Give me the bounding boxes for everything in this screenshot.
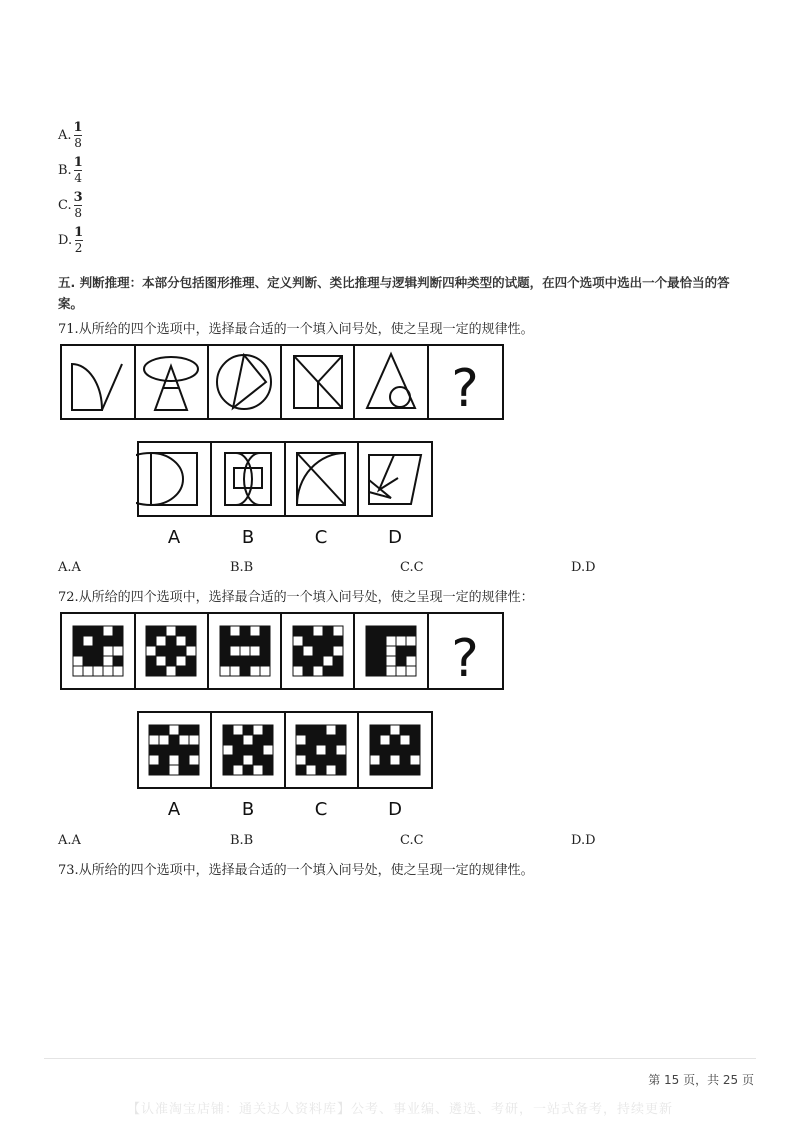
q72-grid-1	[73, 626, 123, 676]
grid-cell	[296, 745, 306, 755]
option-label-b: B	[241, 799, 255, 820]
grid-cell	[370, 745, 380, 755]
question-73-text: 73.从所给的四个选项中，选择最合适的一个填入问号处，使之呈现一定的规律性。	[58, 863, 534, 878]
grid-cell	[410, 725, 420, 735]
grid-cell	[166, 666, 176, 676]
grid-cell	[263, 755, 273, 765]
q71-answer-c[interactable]: C.C	[400, 560, 424, 575]
grid-cell	[306, 765, 316, 775]
grid-cell	[296, 765, 306, 775]
grid-cell	[166, 626, 176, 636]
q72-option-c-grid	[296, 725, 346, 775]
choice-d	[58, 223, 83, 257]
grid-cell	[390, 745, 400, 755]
grid-cell	[323, 636, 333, 646]
denominator: 8	[74, 135, 82, 150]
grid-cell	[159, 755, 169, 765]
grid-cell	[376, 626, 386, 636]
grid-cell	[410, 735, 420, 745]
grid-cell	[406, 636, 416, 646]
grid-cell	[386, 626, 396, 636]
option-label-d: D	[388, 799, 402, 820]
grid-cell	[410, 755, 420, 765]
grid-cell	[313, 636, 323, 646]
grid-cell	[260, 666, 270, 676]
grid-cell	[233, 735, 243, 745]
grid-cell	[230, 666, 240, 676]
grid-cell	[169, 765, 179, 775]
grid-cell	[376, 646, 386, 656]
grid-cell	[223, 745, 233, 755]
grid-cell	[179, 745, 189, 755]
q71-fig-1	[72, 364, 122, 410]
grid-cell	[189, 725, 199, 735]
grid-cell	[156, 646, 166, 656]
grid-cell	[296, 735, 306, 745]
q71-fig-2	[144, 357, 198, 410]
grid-cell	[179, 735, 189, 745]
q71-sequence-figure	[58, 342, 508, 422]
grid-cell	[73, 666, 83, 676]
grid-cell	[179, 725, 189, 735]
grid-cell	[179, 755, 189, 765]
grid-cell	[306, 745, 316, 755]
grid-cell	[376, 666, 386, 676]
grid-cell	[220, 656, 230, 666]
grid-cell	[386, 656, 396, 666]
grid-cell	[366, 636, 376, 646]
grid-cell	[366, 656, 376, 666]
grid-cell	[186, 666, 196, 676]
grid-cell	[243, 745, 253, 755]
grid-cell	[166, 636, 176, 646]
grid-cell	[390, 765, 400, 775]
option-label-a: A	[167, 799, 181, 820]
grid-cell	[316, 765, 326, 775]
fraction	[74, 156, 83, 185]
grid-cell	[156, 626, 166, 636]
grid-cell	[243, 755, 253, 765]
numerator: 1	[74, 224, 84, 240]
grid-cell	[296, 725, 306, 735]
q72-sequence-figure	[58, 610, 508, 692]
grid-cell	[250, 636, 260, 646]
grid-cell	[336, 755, 346, 765]
option-label-a: A	[167, 527, 181, 548]
grid-cell	[83, 626, 93, 636]
grid-cell	[253, 745, 263, 755]
grid-cell	[156, 666, 166, 676]
grid-cell	[233, 745, 243, 755]
q72-answer-c[interactable]: C.C	[400, 833, 424, 848]
grid-cell	[380, 745, 390, 755]
q71-option-labels	[136, 522, 434, 550]
grid-cell	[326, 755, 336, 765]
choice-letter: A.	[58, 127, 72, 143]
grid-cell	[390, 735, 400, 745]
grid-cell	[220, 666, 230, 676]
grid-cell	[159, 725, 169, 735]
grid-cell	[293, 626, 303, 636]
grid-cell	[303, 626, 313, 636]
grid-cell	[313, 626, 323, 636]
grid-cell	[186, 626, 196, 636]
grid-cell	[223, 735, 233, 745]
grid-cell	[263, 765, 273, 775]
grid-cell	[396, 626, 406, 636]
grid-cell	[169, 755, 179, 765]
grid-cell	[366, 626, 376, 636]
grid-cell	[400, 735, 410, 745]
grid-cell	[250, 646, 260, 656]
grid-cell	[386, 666, 396, 676]
grid-cell	[223, 765, 233, 775]
grid-cell	[370, 755, 380, 765]
choice-c	[58, 188, 83, 222]
grid-cell	[386, 636, 396, 646]
grid-cell	[406, 646, 416, 656]
footer-divider	[44, 1058, 756, 1059]
grid-cell	[233, 765, 243, 775]
grid-cell	[303, 636, 313, 646]
grid-cell	[396, 666, 406, 676]
grid-cell	[93, 666, 103, 676]
grid-cell	[73, 626, 83, 636]
question-71-text: 71.从所给的四个选项中，选择最合适的一个填入问号处，使之呈现一定的规律性。	[58, 322, 534, 337]
grid-cell	[233, 725, 243, 735]
grid-cell	[386, 646, 396, 656]
grid-cell	[113, 656, 123, 666]
grid-cell	[260, 656, 270, 666]
grid-cell	[306, 735, 316, 745]
grid-cell	[326, 725, 336, 735]
grid-cell	[313, 646, 323, 656]
q71-answer-d[interactable]: D.D	[571, 560, 596, 575]
grid-cell	[313, 656, 323, 666]
grid-cell	[326, 735, 336, 745]
grid-cell	[333, 636, 343, 646]
numerator: 1	[73, 154, 83, 170]
numerator: 1	[73, 119, 83, 135]
denominator: 8	[74, 205, 82, 220]
grid-cell	[250, 656, 260, 666]
grid-cell	[189, 755, 199, 765]
q71-answer-a[interactable]: A.A	[58, 560, 81, 575]
grid-cell	[149, 735, 159, 745]
q72-option-d-grid	[370, 725, 420, 775]
grid-cell	[253, 735, 263, 745]
fraction	[74, 191, 83, 220]
option-label-c: C	[314, 799, 328, 820]
grid-cell	[179, 765, 189, 775]
grid-cell	[336, 745, 346, 755]
grid-cell	[240, 646, 250, 656]
q71-option-d-figure	[369, 455, 421, 504]
grid-cell	[323, 666, 333, 676]
choice-b	[58, 153, 83, 187]
section-heading: 五. 判断推理：本部分包括图形推理、定义判断、类比推理与逻辑判断四种类型的试题，在四个选项中选出一个最恰当的答案。	[58, 275, 730, 311]
grid-cell	[303, 666, 313, 676]
grid-cell	[410, 765, 420, 775]
grid-cell	[406, 626, 416, 636]
q71-options-figure	[136, 440, 434, 520]
grid-cell	[186, 656, 196, 666]
grid-cell	[336, 735, 346, 745]
grid-cell	[253, 755, 263, 765]
q71-answer-b[interactable]: B.B	[230, 560, 254, 575]
grid-cell	[366, 646, 376, 656]
grid-cell	[250, 626, 260, 636]
grid-cell	[260, 626, 270, 636]
grid-cell	[370, 725, 380, 735]
grid-cell	[260, 646, 270, 656]
grid-cell	[316, 745, 326, 755]
q71-fig-4	[294, 356, 342, 408]
q72-answer-d[interactable]: D.D	[571, 833, 596, 848]
grid-cell	[333, 646, 343, 656]
question-mark: ?	[451, 359, 479, 419]
grid-cell	[103, 656, 113, 666]
grid-cell	[263, 735, 273, 745]
grid-cell	[149, 765, 159, 775]
grid-cell	[146, 646, 156, 656]
grid-cell	[243, 725, 253, 735]
grid-cell	[156, 656, 166, 666]
grid-cell	[336, 725, 346, 735]
q72-grid-5	[366, 626, 416, 676]
grid-cell	[83, 646, 93, 656]
grid-cell	[186, 636, 196, 646]
grid-cell	[240, 626, 250, 636]
question-72-text: 72.从所给的四个选项中，选择最合适的一个填入问号处，使之呈现一定的规律性：	[58, 590, 534, 605]
grid-cell	[293, 646, 303, 656]
grid-cell	[376, 636, 386, 646]
q71-fig-5	[367, 354, 415, 408]
grid-cell	[93, 626, 103, 636]
grid-cell	[166, 656, 176, 666]
grid-cell	[113, 636, 123, 646]
grid-cell	[240, 636, 250, 646]
q72-grid-2	[146, 626, 196, 676]
grid-cell	[149, 755, 159, 765]
grid-cell	[220, 636, 230, 646]
grid-cell	[366, 666, 376, 676]
grid-cell	[380, 735, 390, 745]
grid-cell	[113, 626, 123, 636]
grid-cell	[323, 626, 333, 636]
grid-cell	[400, 725, 410, 735]
grid-cell	[186, 646, 196, 656]
grid-cell	[159, 745, 169, 755]
grid-cell	[243, 735, 253, 745]
grid-cell	[230, 656, 240, 666]
grid-cell	[103, 646, 113, 656]
grid-cell	[380, 755, 390, 765]
grid-cell	[93, 636, 103, 646]
page-number: 第 15 页，共 25 页	[648, 1073, 754, 1087]
grid-cell	[113, 666, 123, 676]
grid-cell	[306, 725, 316, 735]
grid-cell	[176, 636, 186, 646]
grid-cell	[93, 646, 103, 656]
grid-cell	[240, 666, 250, 676]
grid-cell	[316, 755, 326, 765]
fraction	[74, 121, 83, 150]
q72-grid-4	[293, 626, 343, 676]
grid-cell	[83, 636, 93, 646]
grid-cell	[333, 626, 343, 636]
grid-cell	[253, 725, 263, 735]
question-mark: ?	[451, 629, 479, 689]
grid-cell	[243, 765, 253, 775]
grid-cell	[149, 745, 159, 755]
grid-cell	[176, 646, 186, 656]
grid-cell	[406, 666, 416, 676]
q72-option-b-grid	[223, 725, 273, 775]
grid-cell	[73, 646, 83, 656]
grid-cell	[333, 666, 343, 676]
grid-cell	[233, 755, 243, 765]
numerator: 3	[73, 189, 83, 205]
grid-cell	[156, 636, 166, 646]
grid-cell	[83, 656, 93, 666]
grid-cell	[303, 656, 313, 666]
grid-cell	[189, 765, 199, 775]
grid-cell	[230, 636, 240, 646]
grid-cell	[303, 646, 313, 656]
option-label-d: D	[388, 527, 402, 548]
grid-cell	[376, 656, 386, 666]
q72-answer-b[interactable]: B.B	[230, 833, 254, 848]
grid-cell	[306, 755, 316, 765]
grid-cell	[380, 765, 390, 775]
grid-cell	[263, 745, 273, 755]
fraction	[74, 226, 83, 255]
grid-cell	[323, 646, 333, 656]
grid-cell	[73, 636, 83, 646]
grid-cell	[390, 725, 400, 735]
q72-option-labels	[136, 794, 434, 822]
grid-cell	[166, 646, 176, 656]
grid-cell	[326, 745, 336, 755]
grid-cell	[223, 755, 233, 765]
grid-cell	[333, 656, 343, 666]
grid-cell	[400, 765, 410, 775]
grid-cell	[263, 725, 273, 735]
grid-cell	[169, 745, 179, 755]
grid-cell	[390, 755, 400, 765]
grid-cell	[326, 765, 336, 775]
grid-cell	[146, 666, 156, 676]
grid-cell	[146, 656, 156, 666]
grid-cell	[103, 636, 113, 646]
grid-cell	[313, 666, 323, 676]
grid-cell	[240, 656, 250, 666]
option-label-b: B	[241, 527, 255, 548]
grid-cell	[220, 646, 230, 656]
q72-option-a-grid	[149, 725, 199, 775]
grid-cell	[253, 765, 263, 775]
grid-cell	[336, 765, 346, 775]
grid-cell	[296, 755, 306, 765]
q72-grid-3	[220, 626, 270, 676]
grid-cell	[149, 725, 159, 735]
q71-option-b-figure	[225, 453, 271, 505]
grid-cell	[113, 646, 123, 656]
grid-cell	[293, 656, 303, 666]
grid-cell	[146, 636, 156, 646]
grid-cell	[146, 626, 156, 636]
denominator: 4	[74, 170, 83, 185]
grid-cell	[176, 666, 186, 676]
denominator: 2	[74, 240, 83, 255]
grid-cell	[189, 745, 199, 755]
grid-cell	[316, 725, 326, 735]
grid-cell	[250, 666, 260, 676]
grid-cell	[220, 626, 230, 636]
grid-cell	[293, 636, 303, 646]
grid-cell	[410, 745, 420, 755]
grid-cell	[169, 735, 179, 745]
q72-options-figure	[136, 710, 434, 792]
grid-cell	[396, 636, 406, 646]
grid-cell	[73, 656, 83, 666]
grid-cell	[159, 735, 169, 745]
grid-cell	[176, 656, 186, 666]
grid-cell	[370, 735, 380, 745]
grid-cell	[230, 626, 240, 636]
grid-cell	[176, 626, 186, 636]
grid-cell	[83, 666, 93, 676]
grid-cell	[293, 666, 303, 676]
grid-cell	[316, 735, 326, 745]
choice-letter: B.	[58, 162, 72, 178]
choice-a	[58, 118, 83, 152]
grid-cell	[323, 656, 333, 666]
choice-letter: C.	[58, 197, 72, 213]
q72-answer-a[interactable]: A.A	[58, 833, 81, 848]
grid-cell	[159, 765, 169, 775]
grid-cell	[189, 735, 199, 745]
grid-cell	[396, 656, 406, 666]
q71-option-a-figure	[136, 453, 197, 505]
grid-cell	[400, 755, 410, 765]
grid-cell	[103, 626, 113, 636]
grid-cell	[370, 765, 380, 775]
grid-cell	[230, 646, 240, 656]
q71-fig-3	[217, 355, 271, 409]
grid-cell	[103, 666, 113, 676]
watermark: 【认准淘宝店铺：通关达人资料库】公考、事业编、遴选、考研，一站式备考，持续更新	[126, 1102, 673, 1117]
option-label-c: C	[314, 527, 328, 548]
grid-cell	[260, 636, 270, 646]
grid-cell	[406, 656, 416, 666]
grid-cell	[380, 725, 390, 735]
grid-cell	[93, 656, 103, 666]
grid-cell	[223, 725, 233, 735]
grid-cell	[169, 725, 179, 735]
choice-letter: D.	[58, 232, 73, 248]
q71-option-c-figure	[297, 453, 345, 505]
grid-cell	[396, 646, 406, 656]
grid-cell	[400, 745, 410, 755]
